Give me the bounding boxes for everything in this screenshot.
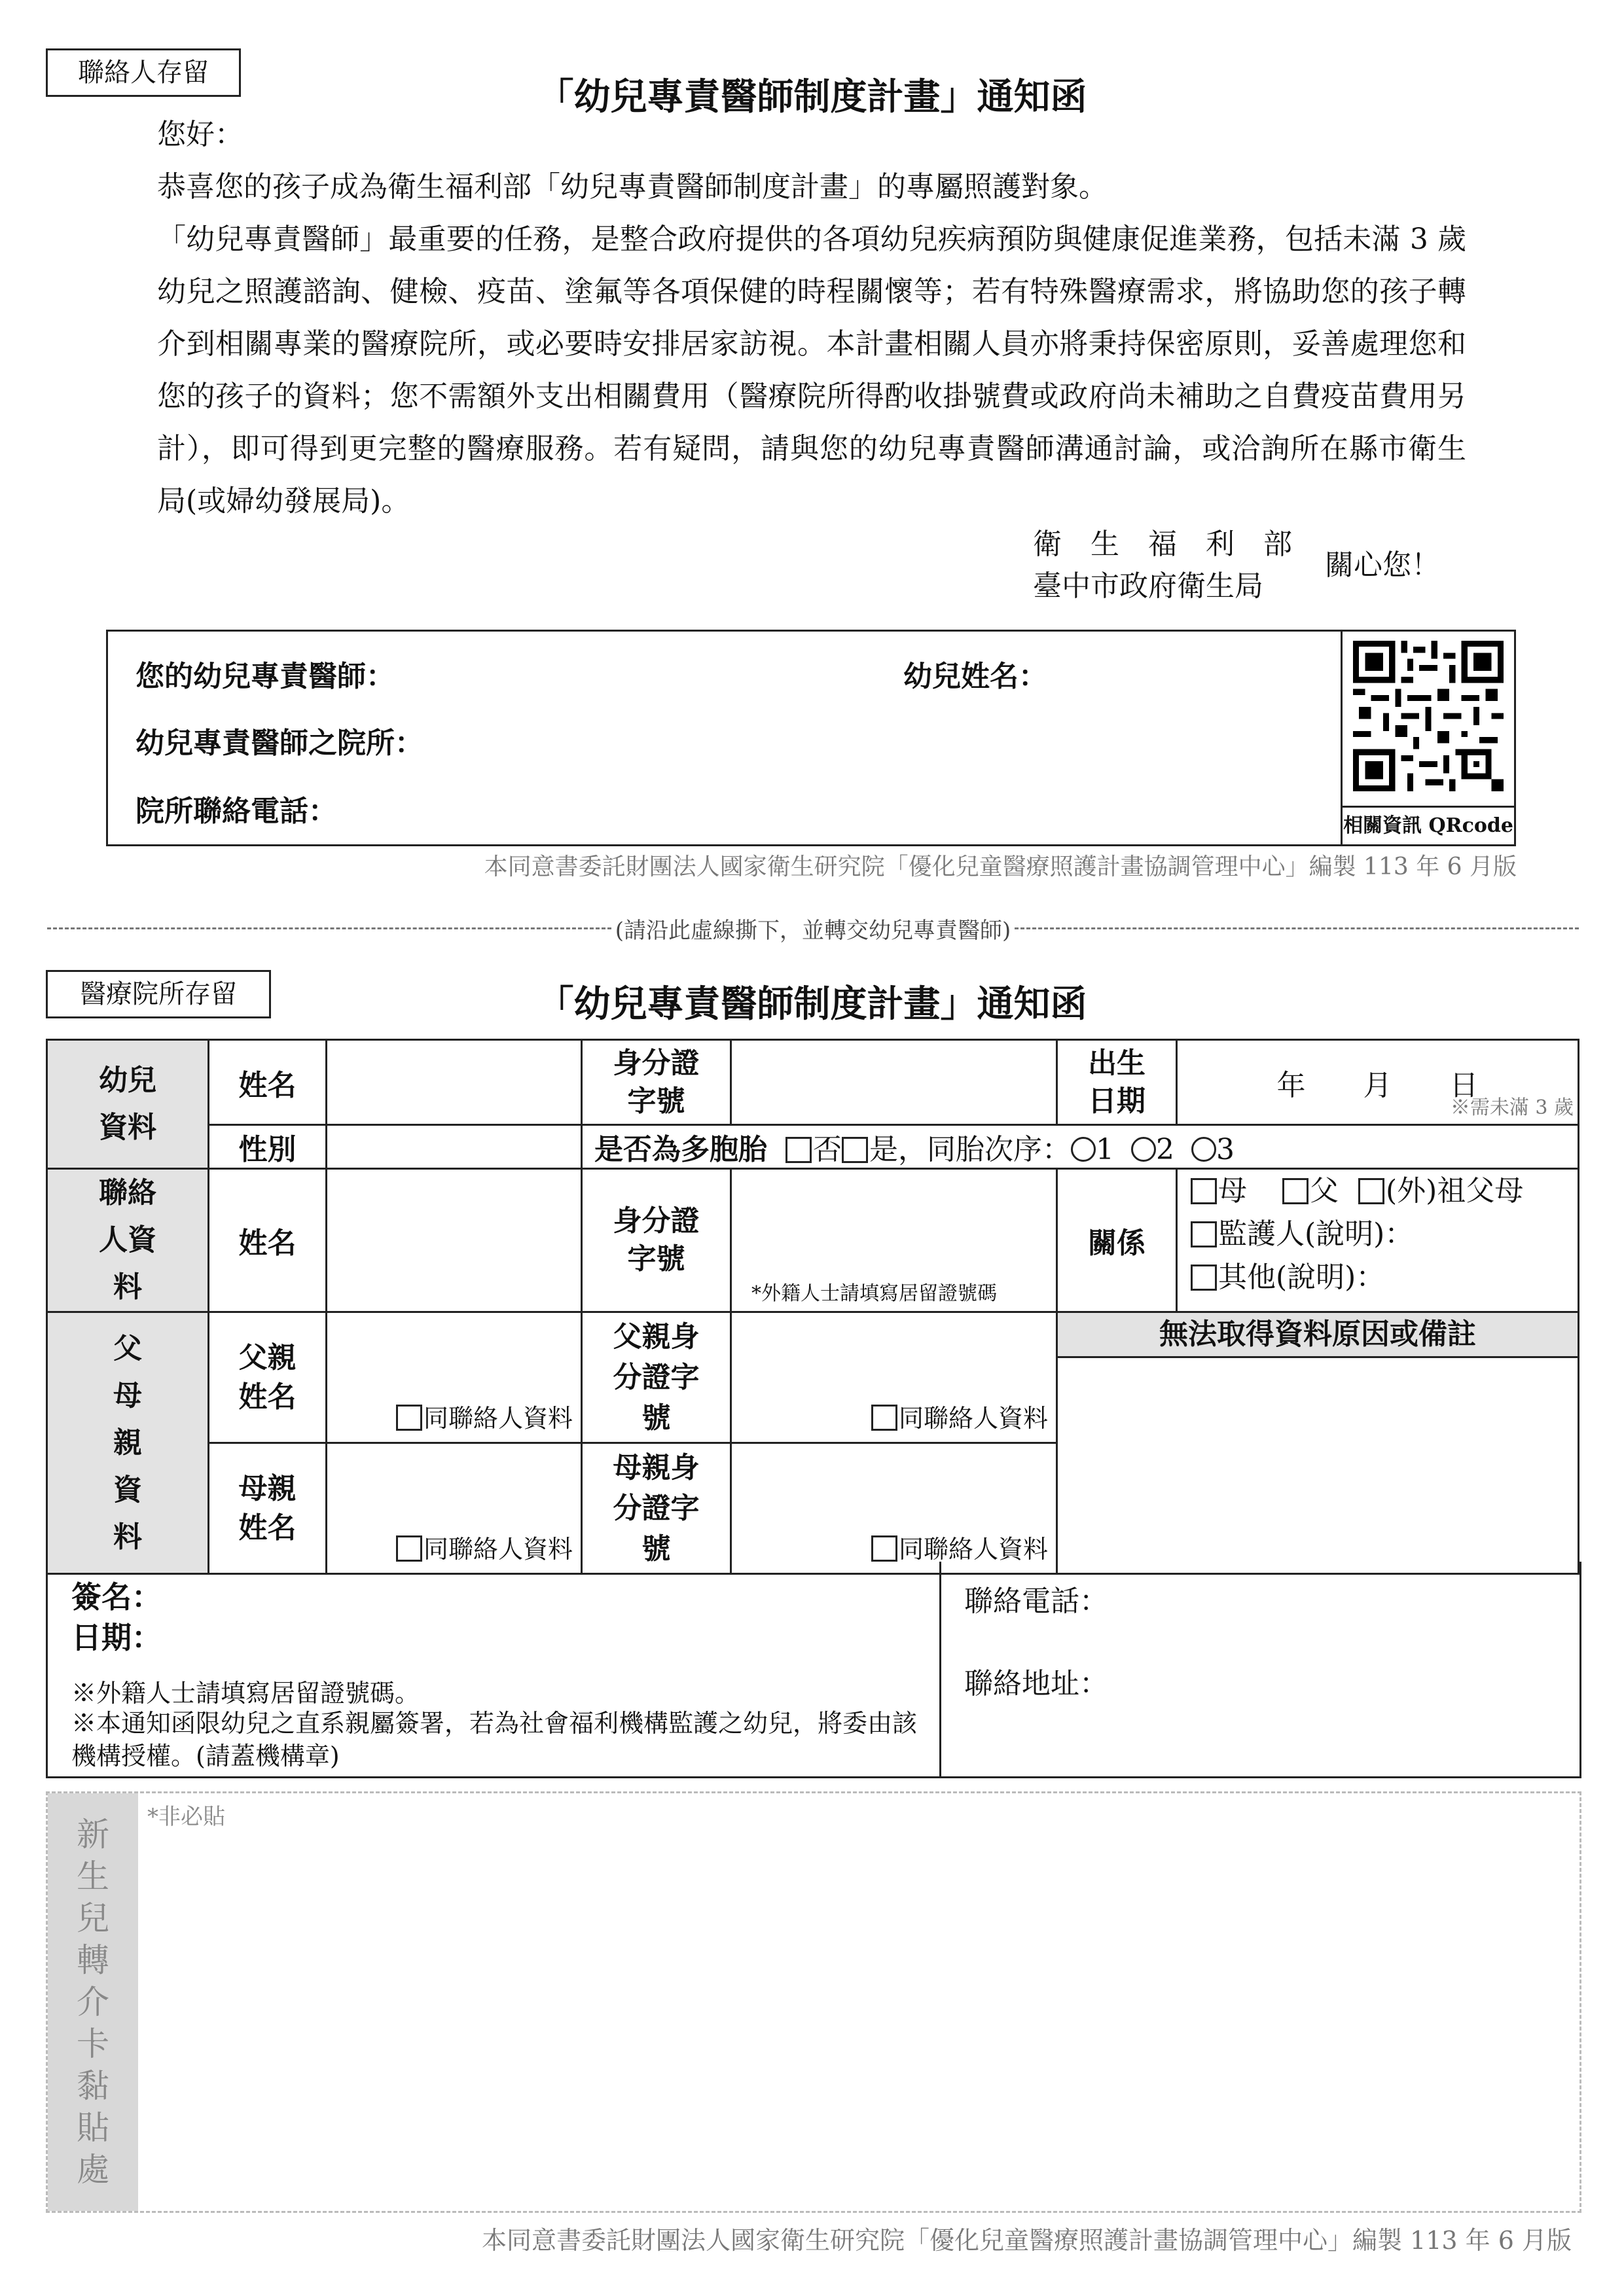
same-contact-label: 同聯絡人資料 bbox=[423, 1404, 573, 1433]
father-name-field[interactable] bbox=[327, 1312, 582, 1443]
multiple-yes-label: 是，同胎次序： bbox=[869, 1133, 1071, 1166]
org-taichung: 臺中市政府衛生局 bbox=[1033, 569, 1263, 603]
signature-orgs bbox=[1033, 524, 1308, 607]
rel-other-checkbox[interactable] bbox=[1191, 1265, 1217, 1291]
contact-id-field[interactable] bbox=[731, 1169, 1057, 1312]
letter-para-2: 「幼兒專責醫師」最重要的任務，是整合政府提供的各項幼兒疾病預防與健康促進業務，包括未滿 3 歲幼兒之照護諮詢、健檢、疫苗、塗氟等各項保健的時程關懷等；若有特殊醫療需求，將協助您的孩子轉介到相關專業的醫療院所，或必要時安排居家訪視。本計畫相關人員亦將秉持保密原則，妥善處理您和您的孩子的資料；您不需額外支出相關費用（醫療院所得酌收掛號費或政府尚未補助之自費疫苗費用另計），即可得到更完整的醫療服務。若有疑問，請與您的幼兒專責醫師溝通討論，或洽詢所在縣市衛生局(或婦幼發展局)。 bbox=[157, 223, 1466, 518]
contact-id-label: 身分證字號 bbox=[582, 1169, 731, 1312]
mother-id-same-checkbox[interactable] bbox=[871, 1535, 897, 1562]
mother-id-same bbox=[871, 1529, 1048, 1565]
top-footer: 本同意書委託財團法人國家衛生研究院「優化兒童醫療照護計畫協調管理中心」編製 113 年 6 月版 bbox=[484, 853, 1517, 880]
contact-name-label: 姓名 bbox=[209, 1169, 327, 1312]
date-label[interactable]: 日期： bbox=[71, 1620, 162, 1655]
paste-char: 貼 bbox=[77, 2109, 109, 2147]
gender-label: 性別 bbox=[209, 1125, 327, 1169]
paste-char: 生 bbox=[77, 1857, 109, 1895]
referral-card-paste-area[interactable] bbox=[46, 1791, 1581, 2213]
order-2-label: 2 bbox=[1156, 1133, 1174, 1166]
father-id-same-checkbox[interactable] bbox=[871, 1405, 897, 1431]
remark-header: 無法取得資料原因或備註 bbox=[1058, 1313, 1578, 1358]
order-1-radio[interactable] bbox=[1071, 1137, 1096, 1162]
multiple-no-label: 否 bbox=[813, 1133, 842, 1166]
clinic-copy-tag: 醫療院所存留 bbox=[46, 970, 271, 1018]
mother-name-same bbox=[396, 1529, 573, 1565]
father-name-label: 父親姓名 bbox=[209, 1312, 327, 1443]
org-mohw: 衛 生 福 利 部 bbox=[1033, 528, 1292, 561]
relation-label: 關係 bbox=[1057, 1169, 1177, 1312]
same-contact-label: 同聯絡人資料 bbox=[898, 1535, 1048, 1564]
order-3-radio[interactable] bbox=[1191, 1137, 1216, 1162]
contact-phone-label[interactable]: 聯絡電話： bbox=[964, 1585, 1108, 1618]
order-3-label: 3 bbox=[1216, 1133, 1235, 1166]
tear-line bbox=[47, 912, 1579, 944]
qr-panel bbox=[1341, 632, 1514, 844]
paste-area-label bbox=[48, 1793, 138, 2211]
parent-char: 料 bbox=[113, 1520, 142, 1554]
paste-optional-note: *非必貼 bbox=[147, 1804, 225, 1830]
multiple-label: 是否為多胞胎 bbox=[594, 1133, 767, 1166]
paste-char: 兒 bbox=[77, 1899, 109, 1937]
rel-grand-label: (外)祖父母 bbox=[1386, 1174, 1524, 1208]
signature-box bbox=[46, 1562, 1581, 1778]
sign-note-2: ※本通知函限幼兒之直系親屬簽署，若為社會福利機構監護之幼兒，將委由該機構授權。(請蓋機構章) bbox=[71, 1709, 918, 1770]
child-form-table bbox=[46, 1039, 1579, 1575]
care-text: 關心您！ bbox=[1325, 548, 1440, 582]
rel-mother-label: 母 bbox=[1218, 1174, 1247, 1208]
birth-note: ※需未滿 3 歲 bbox=[1450, 1096, 1574, 1119]
letter-para-1: 恭喜您的孩子成為衛生福利部「幼兒專責醫師制度計畫」的專屬照護對象。 bbox=[157, 170, 1108, 204]
same-contact-label: 同聯絡人資料 bbox=[898, 1404, 1048, 1433]
rel-guardian-label: 監護人(說明)： bbox=[1218, 1217, 1414, 1251]
rel-father-label: 父 bbox=[1310, 1174, 1339, 1208]
doctor-info-box bbox=[106, 630, 1516, 846]
paste-char: 處 bbox=[77, 2151, 109, 2189]
paste-char: 新 bbox=[77, 1816, 109, 1854]
bottom-footer: 本同意書委託財團法人國家衛生研究院「優化兒童醫療照護計畫協調管理中心」編製 113 年 6 月版 bbox=[481, 2226, 1572, 2255]
parent-section-label bbox=[47, 1312, 209, 1574]
child-id-label: 身分證字號 bbox=[582, 1040, 731, 1125]
rel-grand-checkbox[interactable] bbox=[1358, 1178, 1384, 1204]
father-id-same bbox=[871, 1398, 1048, 1434]
birth-label: 出生日期 bbox=[1057, 1040, 1177, 1125]
order-1-label: 1 bbox=[1096, 1133, 1114, 1166]
order-2-radio[interactable] bbox=[1131, 1137, 1156, 1162]
tear-instruction: (請沿此虛線撕下，並轉交幼兒專責醫師) bbox=[615, 918, 1011, 944]
remark-cell[interactable] bbox=[1057, 1312, 1579, 1574]
qrcode-icon[interactable] bbox=[1353, 641, 1504, 791]
gender-field[interactable] bbox=[327, 1125, 582, 1169]
child-id-field[interactable] bbox=[731, 1040, 1057, 1125]
mother-id-field[interactable] bbox=[731, 1443, 1057, 1574]
contact-address-label[interactable]: 聯絡地址： bbox=[964, 1667, 1108, 1700]
child-section-label: 幼兒資料 bbox=[47, 1040, 209, 1169]
sign-label[interactable]: 簽名： bbox=[71, 1579, 162, 1615]
birth-field[interactable] bbox=[1177, 1040, 1579, 1125]
father-id-label: 父親身分證字號 bbox=[582, 1312, 731, 1443]
mother-name-label: 母親姓名 bbox=[209, 1443, 327, 1574]
child-name-label: 姓名 bbox=[209, 1040, 327, 1125]
parent-char: 母 bbox=[113, 1378, 142, 1412]
clinic-phone-label: 院所聯絡電話： bbox=[135, 795, 337, 828]
mother-id-label: 母親身分證字號 bbox=[582, 1443, 731, 1574]
mother-name-field[interactable] bbox=[327, 1443, 582, 1574]
parent-char: 親 bbox=[113, 1426, 142, 1460]
father-name-same-checkbox[interactable] bbox=[396, 1405, 422, 1431]
multiple-yes-checkbox[interactable] bbox=[842, 1137, 868, 1163]
rel-father-checkbox[interactable] bbox=[1282, 1178, 1308, 1204]
child-name-label: 幼兒姓名： bbox=[903, 660, 1047, 693]
contact-section-label: 聯絡人資料 bbox=[47, 1169, 209, 1312]
paste-char: 卡 bbox=[77, 2025, 109, 2063]
rel-mother-checkbox[interactable] bbox=[1191, 1178, 1217, 1204]
father-name-same bbox=[396, 1398, 573, 1434]
foreign-id-note: *外籍人士請填寫居留證號碼 bbox=[751, 1282, 997, 1305]
contact-name-field[interactable] bbox=[327, 1169, 582, 1312]
multiple-no-checkbox[interactable] bbox=[785, 1137, 812, 1163]
paste-char: 黏 bbox=[77, 2067, 109, 2105]
sign-note-1: ※外籍人士請填寫居留證號碼。 bbox=[71, 1679, 420, 1708]
paste-char: 介 bbox=[77, 1983, 109, 2021]
father-id-field[interactable] bbox=[731, 1312, 1057, 1443]
mother-name-same-checkbox[interactable] bbox=[396, 1535, 422, 1562]
paste-char: 轉 bbox=[77, 1941, 109, 1979]
letter-body bbox=[157, 109, 1466, 528]
same-contact-label: 同聯絡人資料 bbox=[423, 1535, 573, 1564]
clinic-label: 幼兒專責醫師之院所： bbox=[135, 726, 424, 760]
rel-guardian-checkbox[interactable] bbox=[1191, 1221, 1217, 1247]
top-title: 「幼兒專責醫師制度計畫」通知函 bbox=[537, 75, 1087, 118]
bottom-title: 「幼兒專責醫師制度計畫」通知函 bbox=[537, 982, 1087, 1026]
parent-char: 父 bbox=[113, 1331, 142, 1365]
qr-label: 相關資訊 QRcode bbox=[1343, 806, 1514, 844]
contact-copy-tag: 聯絡人存留 bbox=[46, 48, 241, 97]
rel-other-label: 其他(說明)： bbox=[1218, 1261, 1385, 1294]
birth-format: 年 月 日 bbox=[1276, 1068, 1479, 1102]
child-name-field[interactable] bbox=[327, 1040, 582, 1125]
parent-char: 資 bbox=[113, 1473, 142, 1507]
doctor-label: 您的幼兒專責醫師： bbox=[135, 660, 395, 693]
greeting: 您好： bbox=[157, 118, 244, 151]
multiple-birth-row bbox=[582, 1125, 1579, 1169]
relation-options bbox=[1177, 1169, 1579, 1312]
